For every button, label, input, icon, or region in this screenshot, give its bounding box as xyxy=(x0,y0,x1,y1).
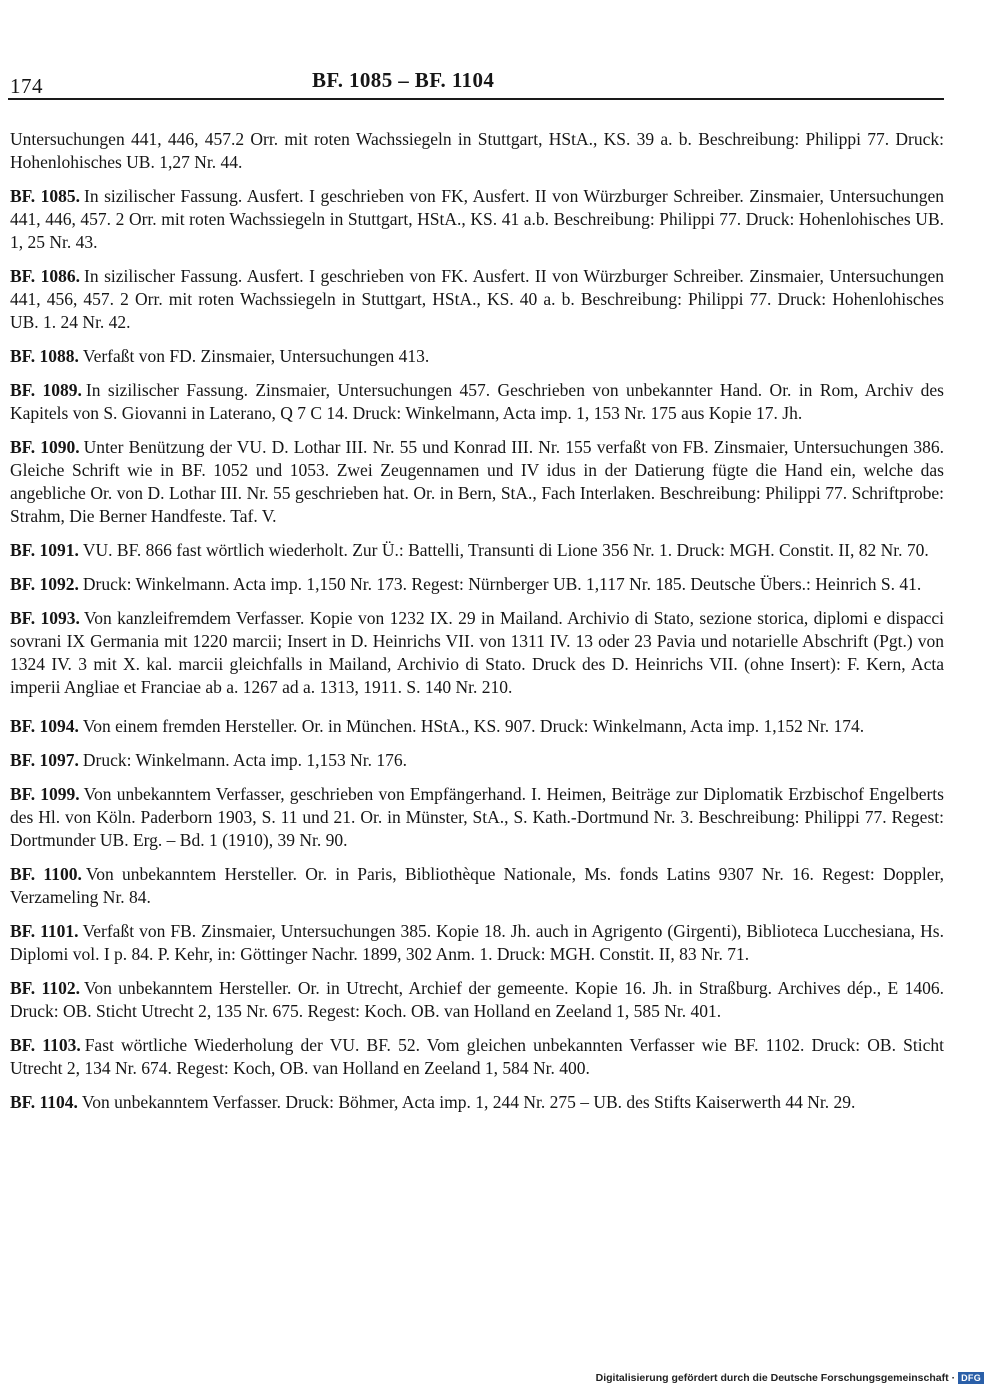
entry-ref: BF. 1088. xyxy=(10,346,79,366)
entry-bf-1086 xyxy=(10,265,944,334)
entry-bf-1094 xyxy=(10,715,944,738)
entry-text: Druck: Winkelmann. Acta imp. 1,153 Nr. 176. xyxy=(82,750,408,770)
entry-ref: BF. 1103. xyxy=(10,1035,81,1055)
continuation-paragraph: Untersuchungen 441, 446, 457.2 Orr. mit roten Wachssiegeln in Stuttgart, HStA., KS. 39 a. b. Beschreibung: Philippi 77. Druck: Hohenlohisches UB. 1,27 Nr. 44. xyxy=(10,129,944,172)
credit-separator: · xyxy=(951,1372,956,1384)
entry-ref: BF. 1097. xyxy=(10,750,79,770)
entry-ref: BF. 1101. xyxy=(10,921,79,941)
dfg-logo: DFG xyxy=(958,1372,984,1384)
entry-text: Von unbekanntem Verfasser, geschrieben von Empfängerhand. I. Heimen, Beiträge zur Diplomatik Erzbischof Engelberts des Hl. von Köln. Paderborn 1903, S. 11 und 21. Or. in Münster, StA., S. Kath.-Dortmund Nr. 3. Beschreibung: Philippi 77. Regest: Dortmunder UB. Erg. – Bd. 1 (1910), 39 Nr. 90. xyxy=(10,784,944,850)
digitization-credit xyxy=(596,1372,984,1384)
entry-bf-1088 xyxy=(10,345,944,368)
header-rule xyxy=(8,98,944,100)
entry-text: Von einem fremden Hersteller. Or. in München. HStA., KS. 907. Druck: Winkelmann, Acta imp. 1,152 Nr. 174. xyxy=(82,716,865,736)
entry-text: In sizilischer Fassung. Zinsmaier, Untersuchungen 457. Geschrieben von unbekannter Hand. Or. in Rom, Archiv des Kapitels von S. Giovanni in Laterano, Q 7 C 14. Druck: Winkelmann, Acta imp. 1, 153 Nr. 175 aus Kopie 17. Jh. xyxy=(10,380,944,423)
entry-text: Druck: Winkelmann. Acta imp. 1,150 Nr. 173. Regest: Nürnberger UB. 1,117 Nr. 185. Deutsche Übers.: Heinrich S. 41. xyxy=(82,574,922,594)
entry-text: Verfaßt von FB. Zinsmaier, Untersuchungen 385. Kopie 18. Jh. auch in Agrigento (Girgenti), Biblioteca Lucchesiana, Hs. Diplomi vol. I p. 84. P. Kehr, in: Göttinger Nachr. 1899, 302 Anm. 1. Druck: MGH. Constit. II, 83 Nr. 71. xyxy=(10,921,944,964)
entry-text: Von unbekanntem Hersteller. Or. in Paris, Bibliothèque Nationale, Ms. fonds Latins 9307 Nr. 16. Regest: Doppler, Verzameling Nr. 84. xyxy=(10,864,944,907)
entry-bf-1091 xyxy=(10,539,944,562)
entry-ref: BF. 1091. xyxy=(10,540,79,560)
entry-ref: BF. 1090. xyxy=(10,437,80,457)
entry-ref: BF. 1085. xyxy=(10,186,81,206)
entry-text: Von unbekanntem Verfasser. Druck: Böhmer, Acta imp. 1, 244 Nr. 275 – UB. des Stifts Kaiserwerth 44 Nr. 29. xyxy=(81,1092,856,1112)
credit-text: Digitalisierung gefördert durch die Deutsche Forschungsgemeinschaft xyxy=(595,1372,949,1384)
entry-ref: BF. 1102. xyxy=(10,978,80,998)
entry-text: In sizilischer Fassung. Ausfert. I geschrieben von FK. Ausfert. II von Würzburger Schreiber. Zinsmaier, Untersuchungen 441, 456, 457. 2 Orr. mit roten Wachssiegeln in Stuttgart, HStA., KS. 40 a. b. Beschreibung: Philippi 77. Druck: Hohenlohisches UB. 1. 24 Nr. 42. xyxy=(10,266,945,332)
entry-ref: BF. 1104. xyxy=(10,1092,78,1112)
entry-bf-1092 xyxy=(10,573,944,596)
entry-text: In sizilischer Fassung. Ausfert. I geschrieben von FK, Ausfert. II von Würzburger Schreiber. Zinsmaier, Untersuchungen 441, 446, 457. 2 Orr. mit roten Wachssiegeln in Stuttgart, HStA., KS. 41 a.b. Beschreibung: Philippi 77. Druck: Hohenlohisches UB. 1, 25 Nr. 43. xyxy=(10,186,945,252)
entry-ref: BF. 1089. xyxy=(10,380,82,400)
entry-bf-1090 xyxy=(10,436,944,528)
entry-ref: BF. 1094. xyxy=(10,716,79,736)
entry-bf-1085 xyxy=(10,185,944,254)
entry-bf-1103 xyxy=(10,1034,944,1080)
entry-bf-1089 xyxy=(10,379,944,425)
entry-bf-1097 xyxy=(10,749,944,772)
entry-text: Von unbekanntem Hersteller. Or. in Utrecht, Archief der gemeente. Kopie 16. Jh. in Straßburg. Archives dép., E 1406. Druck: OB. Sticht Utrecht 2, 135 Nr. 675. Regest: Koch. OB. van Holland en Zeeland 1, 585 Nr. 401. xyxy=(10,978,944,1021)
entry-ref: BF. 1086. xyxy=(10,266,81,286)
entry-text: Von kanzleifremdem Verfasser. Kopie von 1232 IX. 29 in Mailand. Archivio di Stato, sezione storica, diplomi e dispacci sovrani IX Germania mit 1220 marcii; Insert in D. Heinrichs VII. von 1311 IV. 13 oder 23 Pavia und notarielle Abschrift (Pgt.) von 1324 IV. 3 mit X. kal. marcii gleichfalls in Mailand, Archivio di Stato. Druck des D. Heinrichs VII. (ohne Insert): F. Kern, Acta imperii Angliae et Franciae ab a. 1267 ad a. 1313, 1911. S. 140 Nr. 210. xyxy=(10,608,944,697)
entry-bf-1102 xyxy=(10,977,944,1023)
entry-ref: BF. 1092. xyxy=(10,574,79,594)
entry-text: VU. BF. 866 fast wörtlich wiederholt. Zur Ü.: Battelli, Transunti di Lione 356 Nr. 1. Druck: MGH. Constit. II, 82 Nr. 70. xyxy=(82,540,929,560)
entry-ref: BF. 1099. xyxy=(10,784,80,804)
entry-ref: BF. 1100. xyxy=(10,864,82,884)
document-body xyxy=(10,128,944,1125)
entry-bf-1093 xyxy=(10,607,944,699)
entry-ref: BF. 1093. xyxy=(10,608,80,628)
entry-bf-1101 xyxy=(10,920,944,966)
entry-bf-1100 xyxy=(10,863,944,909)
entry-text: Fast wörtliche Wiederholung der VU. BF. 52. Vom gleichen unbekannten Verfasser wie BF. 1102. Druck: OB. Sticht Utrecht 2, 134 Nr. 674. Regest: Koch, OB. van Holland en Zeeland 1, 584 Nr. 400. xyxy=(10,1035,944,1078)
entry-bf-1099 xyxy=(10,783,944,852)
entry-bf-1104 xyxy=(10,1091,944,1114)
page-number: 174 xyxy=(10,74,43,98)
running-head: BF. 1085 – BF. 1104 xyxy=(312,68,495,92)
entry-text: Verfaßt von FD. Zinsmaier, Untersuchungen 413. xyxy=(82,346,430,366)
entry-text: Unter Benützung der VU. D. Lothar III. Nr. 55 und Konrad III. Nr. 155 verfaßt von FB. Zinsmaier, Untersuchungen 386. Gleiche Schrift wie in BF. 1052 und 1053. Zwei Zeugennamen und IV idus in der Datierung fügte die Hand ein, welche das angebliche Or. von D. Lothar III. Nr. 55 geschrieben hat. Or. in Bern, StA., Fach Interlaken. Beschreibung: Philippi 77. Schriftprobe: Strahm, Die Berner Handfeste. Taf. V. xyxy=(10,437,944,526)
